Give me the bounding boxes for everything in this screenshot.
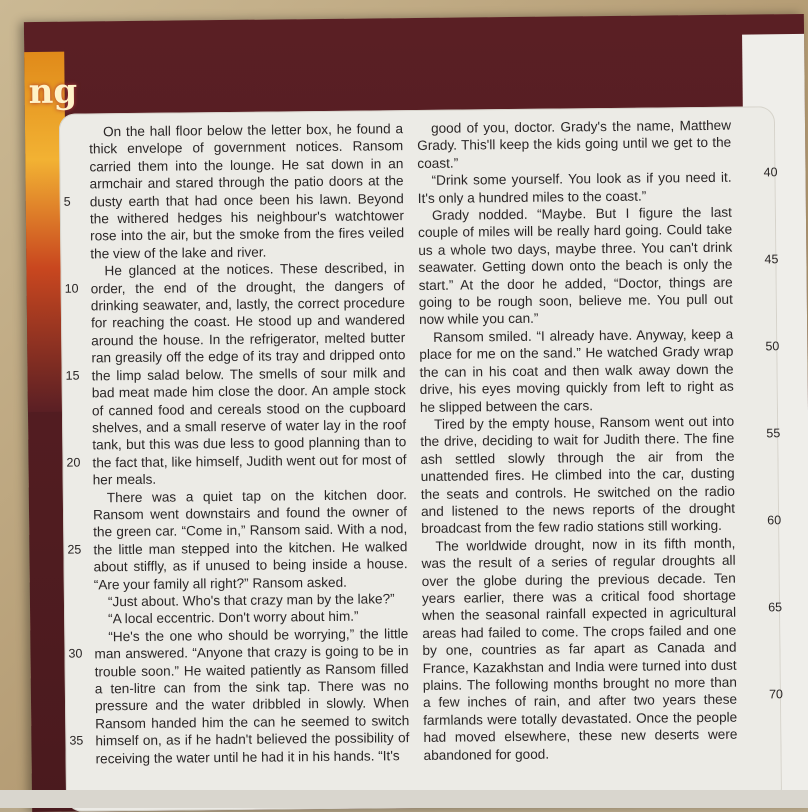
paragraph: “A local eccentric. Don't worry about him.”: [108, 609, 359, 627]
textbook-page: [24, 14, 808, 812]
paragraph: He glanced at the notices. These described, in order, the end of the drought, the dangers of drinking seawater, and, lastly, the correct procedure for reaching the coast. He stood up and wandered around the house. In the refrigerator, melted butter ran greasily off the edge of its tray and dripped onto the limp salad below. The smells of sour milk and bad meat made him close the door. An ample stock of canned food and cereals stood on the cupboard shelves, and a small reserve of water lay in the roof tank, but this was due less to good planning than to the fact that, like himself, Judith went out for most of her meals.: [90, 260, 407, 488]
paragraph: “Drink some yourself. You look as if you need it. It's only a hundred miles to the coast.”: [417, 169, 732, 206]
paragraph: “Just about. Who's that crazy man by the lake?”: [107, 591, 395, 610]
line-number: 70: [768, 687, 784, 702]
paragraph: good of you, doctor. Grady's the name, Matthew Grady. This'll keep the kids going until we get to the coast.”: [417, 117, 732, 171]
paragraph: Grady nodded. “Maybe. But I figure the last couple of miles will be really hard going. Could take us a whole two days, maybe three. You can't drink seawater. Getting down onto the beach is only the start.” At the door he added, “Doctor, things are going to be rough soon, believe me. You pull out now while you can.”: [418, 204, 733, 328]
left-column: [63, 120, 410, 767]
line-number: 40: [763, 165, 778, 180]
line-number: 45: [764, 252, 779, 267]
line-number: 10: [64, 281, 79, 296]
line-number: 55: [766, 426, 781, 441]
paragraph: On the hall floor below the letter box, he found a thick envelope of government notices. Ransom carried them into the lounge. He sat down in an armchair and stared through the patio doors at the dusty earth that had once been his lawn. Beyond the withered hedges his neighbour's watchtower rose into the air, but the smoke from the fires veiled the view of the lake and river.: [89, 121, 405, 262]
paragraph: The worldwide drought, now in its fifth month, was the result of a series of regular droughts all over the globe during the previous decade. Ten years earlier, there was a critical food shortage when the seasonal rainfall expected in agricultural areas had failed to come. The crops failed and one by one, countries as far apart as Canada and France, Kazakhstan and India were turned into dust plains. The following months brought no more than a few inches of rain, and after two years these farmlands were totally devastated. Once the people had moved elsewhere, these new deserts were abandoned for good.: [421, 535, 738, 763]
right-column: [417, 117, 784, 764]
paragraph: There was a quiet tap on the kitchen door. Ransom went downstairs and found the owner of the green car. “Come in,” Ransom said. With a nod, the little man stepped into the kitchen. He walked about stiffly, as if unused to being inside a house. “Are your family all right?” Ransom asked.: [92, 486, 408, 592]
line-number: 5: [63, 194, 71, 209]
paragraph: “He's the one who should be worrying,” the little man answered. “Anyone that crazy is going to be in trouble soon.” He waited patiently as Ransom filled a ten-litre can from the sink tap. There was no pressure and the water dribbled in slowly. When Ransom handed him the can he seemed to switch himself on, as if he hadn't believed the possibility of receiving the water until he had it in his hands. “It's: [94, 625, 410, 767]
paragraph: Ransom smiled. “I already have. Anyway, keep a place for me on the sand.” He watched Grady wrap the can in his coat and then walk away down the drive, his eyes moving quickly from left to right as he slipped between the cars.: [419, 326, 734, 415]
line-number: 30: [68, 646, 83, 661]
line-number: 50: [765, 339, 780, 354]
line-number: 65: [768, 600, 783, 615]
line-number: 60: [767, 513, 782, 528]
line-number: 15: [65, 368, 80, 383]
bottom-page-strip: [0, 790, 808, 808]
edge-glyph: ng: [28, 71, 78, 113]
line-number: 20: [66, 455, 81, 470]
line-number: 35: [69, 733, 84, 748]
line-number: 25: [67, 542, 82, 557]
paragraph: Tired by the empty house, Ransom went out into the drive, deciding to wait for Judith there. The fine ash settled slowly through the air from the unattended fires. He climbed into the car, dusting the seats and controls. He switched on the radio and listened to the news reports of the drought broadcast from the few radio stations still working.: [420, 413, 736, 537]
text-panel: [59, 106, 782, 811]
